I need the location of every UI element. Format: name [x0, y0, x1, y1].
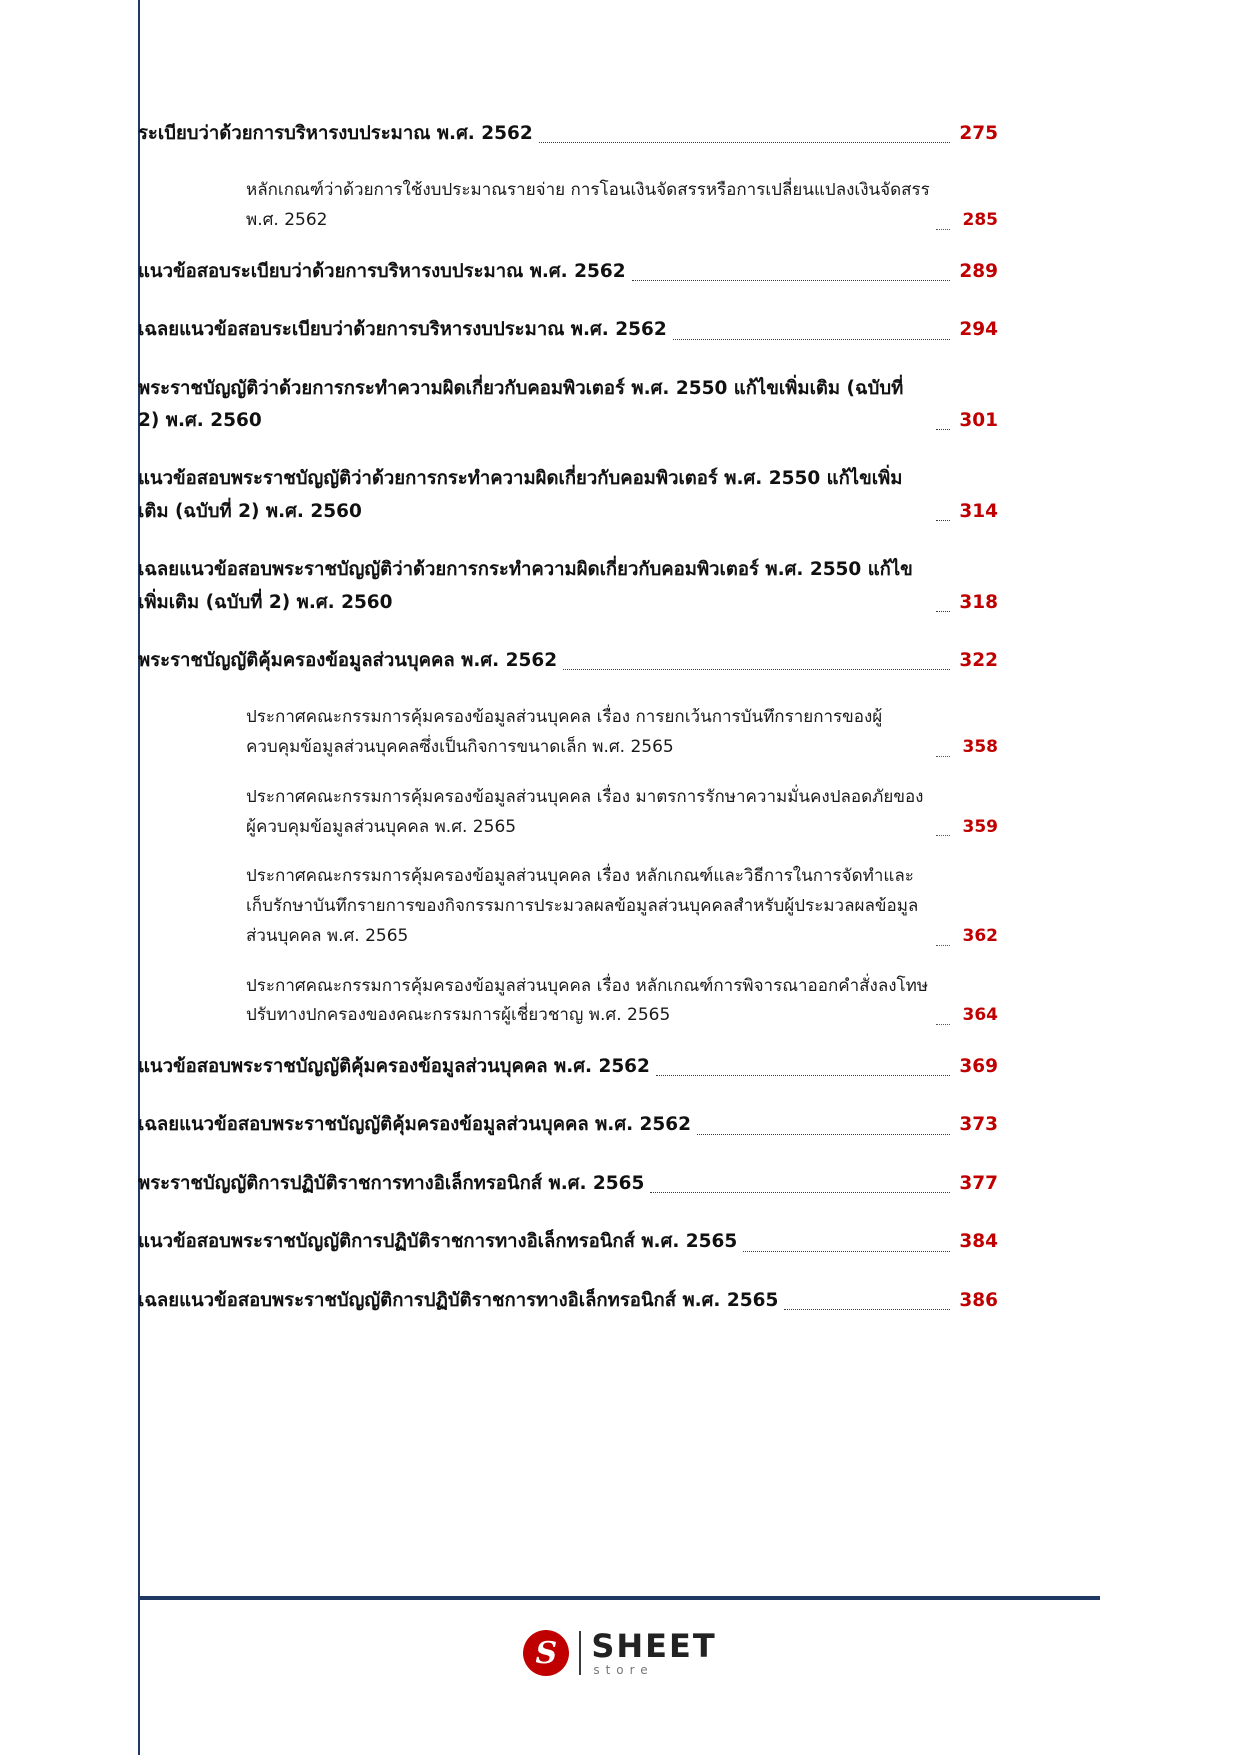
toc-leader-dots [936, 755, 950, 757]
toc-page-number: 373 [959, 1114, 998, 1136]
toc-entry[interactable] [138, 972, 998, 1032]
toc-page-number: 377 [959, 1172, 998, 1194]
toc-entry[interactable] [138, 463, 998, 528]
toc-entry-title: แนวข้อสอบระเบียบว่าด้วยการบริหารงบประมาณ พ.ศ. 2562 [138, 260, 626, 282]
logo-sub-text: store [593, 1663, 654, 1677]
logo-mark-icon: S [523, 1630, 569, 1676]
toc-entry-title: ประกาศคณะกรรมการคุ้มครองข้อมูลส่วนบุคคล เรื่อง มาตรการรักษาความมั่นคงปลอดภัยของผู้ควบคุมข้อมูลส่วนบุคคล พ.ศ. 2565 [246, 786, 924, 837]
toc-entry[interactable] [138, 256, 998, 288]
toc-leader-dots [936, 228, 950, 230]
toc-entry[interactable] [138, 1051, 998, 1083]
toc-page-number: 294 [959, 319, 998, 341]
toc-entry[interactable] [138, 645, 998, 677]
toc-entry[interactable] [138, 703, 998, 763]
toc-entry[interactable] [138, 554, 998, 619]
toc-page-number: 362 [962, 925, 998, 946]
toc-leader-dots [697, 1133, 950, 1135]
toc-entry[interactable] [138, 118, 998, 150]
toc-entry[interactable] [138, 1109, 998, 1141]
toc-leader-dots [936, 428, 950, 430]
toc-entry-title: แนวข้อสอบพระราชบัญญัติการปฏิบัติราชการทางอิเล็กทรอนิกส์ พ.ศ. 2565 [138, 1231, 738, 1253]
toc-leader-dots [784, 1308, 950, 1310]
logo-text [591, 1627, 717, 1677]
table-of-contents [138, 118, 998, 1343]
sheet-store-logo [523, 1627, 717, 1677]
toc-entry-title: แนวข้อสอบพระราชบัญญัติว่าด้วยการกระทำความผิดเกี่ยวกับคอมพิวเตอร์ พ.ศ. 2550 แก้ไขเพิ่มเติม (ฉบับที่ 2) พ.ศ. 2560 [138, 468, 903, 522]
toc-entry-title: เฉลยแนวข้อสอบพระราชบัญญัติการปฏิบัติราชการทางอิเล็กทรอนิกส์ พ.ศ. 2565 [138, 1289, 779, 1311]
toc-page-number: 386 [959, 1289, 998, 1311]
toc-entry[interactable] [138, 783, 998, 843]
toc-entry-title: ประกาศคณะกรรมการคุ้มครองข้อมูลส่วนบุคคล เรื่อง การยกเว้นการบันทึกรายการของผู้ควบคุมข้อมูลส่วนบุคคลซึ่งเป็นกิจการขนาดเล็ก พ.ศ. 2565 [246, 707, 883, 757]
toc-leader-dots [650, 1191, 950, 1193]
page-footer [0, 1627, 1240, 1677]
toc-entry-title: หลักเกณฑ์ว่าด้วยการใช้งบประมาณรายจ่าย การโอนเงินจัดสรรหรือการเปลี่ยนแปลงเงินจัดสรร พ.ศ. 2562 [246, 180, 930, 231]
toc-page-number: 318 [959, 591, 998, 613]
toc-page-number: 358 [962, 737, 998, 757]
toc-entry-title: พระราชบัญญัติว่าด้วยการกระทำความผิดเกี่ยวกับคอมพิวเตอร์ พ.ศ. 2550 แก้ไขเพิ่มเติม (ฉบับที่ 2) พ.ศ. 2560 [138, 377, 904, 431]
footer-divider [138, 1596, 1100, 1600]
toc-leader-dots [936, 1023, 950, 1025]
toc-page-number: 275 [959, 123, 998, 144]
toc-entry[interactable] [138, 176, 998, 236]
toc-page-number: 314 [959, 500, 998, 522]
toc-leader-dots [539, 141, 950, 143]
toc-leader-dots [936, 610, 950, 612]
toc-entry[interactable] [138, 862, 998, 951]
toc-entry-title: เฉลยแนวข้อสอบพระราชบัญญัติคุ้มครองข้อมูลส่วนบุคคล พ.ศ. 2562 [138, 1114, 692, 1136]
toc-entry-title: เฉลยแนวข้อสอบพระราชบัญญัติว่าด้วยการกระทำความผิดเกี่ยวกับคอมพิวเตอร์ พ.ศ. 2550 แก้ไขเพิ่มเติม (ฉบับที่ 2) พ.ศ. 2560 [138, 559, 913, 613]
logo-divider [579, 1631, 581, 1675]
toc-entry[interactable] [138, 1285, 998, 1317]
toc-entry-title: ประกาศคณะกรรมการคุ้มครองข้อมูลส่วนบุคคล เรื่อง หลักเกณฑ์และวิธีการในการจัดทำและเก็บรักษาบันทึกรายการของกิจกรรมการประมวลผลข้อมูลส่วนบุคคลสำหรับผู้ประมวลผลข้อมูลส่วนบุคคล พ.ศ. 2565 [246, 866, 919, 946]
toc-leader-dots [936, 944, 950, 946]
logo-main-text: SHEET [591, 1627, 717, 1665]
toc-leader-dots [563, 668, 950, 670]
toc-entry[interactable] [138, 314, 998, 346]
toc-page-number: 301 [959, 410, 998, 431]
toc-entry[interactable] [138, 1226, 998, 1258]
toc-page-number: 369 [959, 1056, 998, 1077]
toc-leader-dots [936, 834, 950, 836]
toc-page-number: 384 [959, 1231, 998, 1253]
toc-leader-dots [656, 1074, 950, 1076]
toc-entry[interactable] [138, 373, 998, 438]
toc-page-number: 364 [962, 1005, 998, 1026]
toc-page-number: 285 [962, 210, 998, 231]
toc-leader-dots [936, 519, 950, 521]
toc-entry[interactable] [138, 1168, 998, 1200]
toc-page-number: 322 [959, 649, 998, 671]
toc-leader-dots [743, 1250, 950, 1252]
toc-entry-title: เฉลยแนวข้อสอบระเบียบว่าด้วยการบริหารงบประมาณ พ.ศ. 2562 [138, 319, 667, 341]
toc-entry-title: พระราชบัญญัติคุ้มครองข้อมูลส่วนบุคคล พ.ศ. 2562 [138, 649, 558, 671]
toc-entry-title: แนวข้อสอบพระราชบัญญัติคุ้มครองข้อมูลส่วนบุคคล พ.ศ. 2562 [138, 1056, 650, 1077]
toc-page-number: 289 [959, 260, 998, 282]
toc-page-number: 359 [962, 816, 998, 837]
toc-entry-title: ประกาศคณะกรรมการคุ้มครองข้อมูลส่วนบุคคล เรื่อง หลักเกณฑ์การพิจารณาออกคำสั่งลงโทษปรับทางปกครองของคณะกรรมการผู้เชี่ยวชาญ พ.ศ. 2565 [246, 975, 929, 1026]
toc-entry-title: ระเบียบว่าด้วยการบริหารงบประมาณ พ.ศ. 2562 [138, 123, 533, 144]
toc-leader-dots [673, 338, 950, 340]
toc-entry-title: พระราชบัญญัติการปฏิบัติราชการทางอิเล็กทรอนิกส์ พ.ศ. 2565 [138, 1172, 645, 1194]
toc-leader-dots [632, 279, 950, 281]
